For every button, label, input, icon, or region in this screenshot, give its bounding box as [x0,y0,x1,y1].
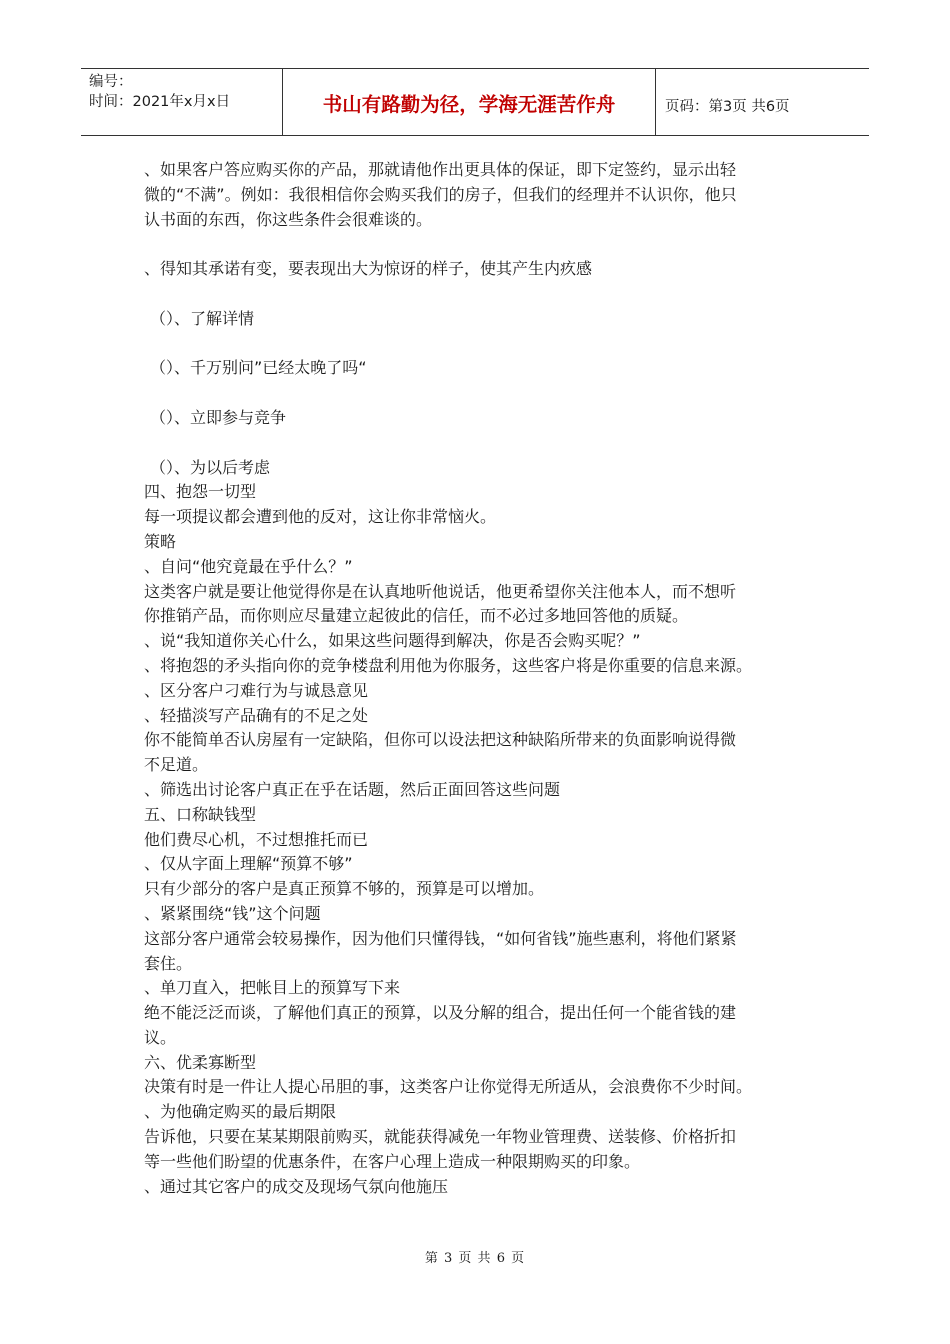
body-line: 、通过其它客户的成交及现场气氛向他施压 [144,1176,449,1196]
body-line: 决策有时是一件让人提心吊胆的事，这类客户让你觉得无所适从，会浪费你不少时间。 [144,1077,753,1097]
header-meta [89,72,230,112]
body-line: 你推销产品，而你则应尽量建立起彼此的信任，而不必过多地回答他的质疑。 [144,606,689,626]
document-body [144,158,814,1199]
page-info: 页码：第3页 共6页 [665,99,790,115]
option-line: （）、立即参与竞争 [150,407,287,427]
header-divider [655,69,656,135]
option-line: （）、千万别问”已经太晚了吗“ [150,358,367,378]
body-line: 认书面的东西，你这些条件会很难谈的。 [144,209,433,229]
body-line: 套住。 [144,953,193,973]
number-label: 编号： [89,74,133,90]
section-heading: 四、抱怨一切型 [144,482,257,502]
body-line: 、得知其承诺有变，要表现出大为惊讶的样子，使其产生内疚感 [144,259,593,279]
body-line: 绝不能泛泛而谈，了解他们真正的预算，以及分解的组合，提出任何一个能省钱的建 [144,1003,737,1023]
body-line: 只有少部分的客户是真正预算不够的，预算是可以增加。 [144,879,545,899]
body-line: 告诉他，只要在某某期限前购买，就能获得减免一年物业管理费、送装修、价格折扣 [144,1127,737,1147]
body-line: 、仅从字面上理解“预算不够” [144,854,353,874]
body-line: 微的“不满”。例如：我很相信你会购买我们的房子，但我们的经理并不认识你，他只 [144,184,737,204]
body-line: 每一项提议都会遭到他的反对，这让你非常恼火。 [144,507,497,527]
body-line: 这部分客户通常会较易操作，因为他们只懂得钱，“如何省钱”施些惠利，将他们紧紧 [144,928,737,948]
body-line: 、将抱怨的矛头指向你的竞争楼盘利用他为你服务，这些客户将是你重要的信息来源。 [144,655,753,675]
body-line: 等一些他们盼望的优惠条件，在客户心理上造成一种限期购买的印象。 [144,1151,641,1171]
body-line: 不足道。 [144,755,209,775]
option-line: （）、了解详情 [150,308,255,328]
body-line: 议。 [144,1027,177,1047]
body-line: 、说“我知道你关心什么，如果这些问题得到解决，你是否会购买呢？” [144,631,641,651]
time-label: 时间：2021年x月x日 [89,94,231,110]
header-motto: 书山有路勤为径，学海无涯苦作舟 [322,93,616,116]
option-line: （）、为以后考虑 [150,457,271,477]
body-line: 、为他确定购买的最后期限 [144,1102,337,1122]
section-heading: 五、口称缺钱型 [144,804,257,824]
body-line: 你不能简单否认房屋有一定缺陷，但你可以设法把这种缺陷所带来的负面影响说得微 [144,730,737,750]
body-line: 、自问“他究竟最在乎什么？” [144,556,353,576]
body-line: 、轻描淡写产品确有的不足之处 [144,705,369,725]
page-footer: 第 3 页 共 6 页 [424,1251,526,1266]
body-line: 、筛选出讨论客户真正在乎在话题，然后正面回答这些问题 [144,779,561,799]
body-line: 、区分客户刁难行为与诚恳意见 [144,680,369,700]
document-header [81,68,869,136]
body-line: 这类客户就是要让他觉得你是在认真地听他说话，他更希望你关注他本人，而不想听 [144,581,737,601]
body-line: 策略 [144,531,177,551]
body-line: 他们费尽心机，不过想推托而已 [144,829,369,849]
body-line: 、单刀直入，把帐目上的预算写下来 [144,978,401,998]
body-line: 、紧紧围绕“钱”这个问题 [144,903,321,923]
body-line: 、如果客户答应购买你的产品，那就请他作出更具体的保证，即下定签约，显示出轻 [144,160,737,179]
section-heading: 六、优柔寡断型 [144,1052,257,1072]
